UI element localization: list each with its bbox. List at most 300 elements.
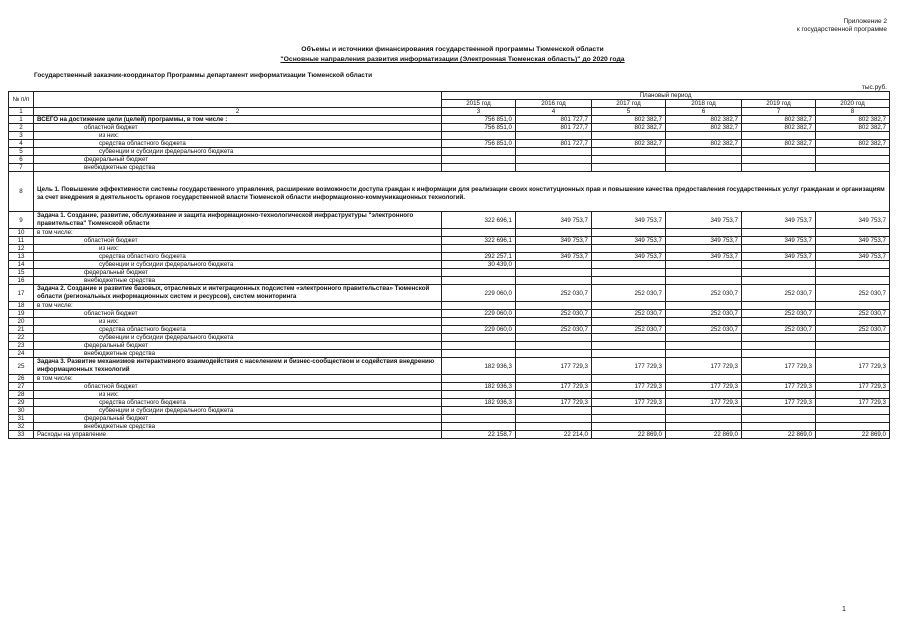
value-cell	[666, 375, 742, 383]
row-number: 33	[9, 431, 34, 439]
value-cell	[816, 269, 890, 277]
row-label: в том числе:	[34, 375, 442, 383]
row-label: средства областного бюджета	[34, 326, 442, 334]
value-cell	[516, 261, 592, 269]
value-cell	[816, 375, 890, 383]
value-cell: 349 753,7	[516, 253, 592, 261]
value-cell	[666, 156, 742, 164]
appendix-line-2: к государственной программе	[796, 26, 887, 33]
value-cell: 252 030,7	[816, 310, 890, 318]
value-cell	[816, 423, 890, 431]
value-cell: 349 753,7	[816, 212, 890, 229]
value-cell	[442, 277, 516, 285]
row-number: 30	[9, 407, 34, 415]
document-title: Объемы и источники финансирования государственной программы Тюменской области	[301, 46, 604, 53]
row-number: 31	[9, 415, 34, 423]
index-cell: 8	[816, 108, 890, 116]
value-cell	[816, 342, 890, 350]
value-cell: 252 030,7	[666, 285, 742, 302]
value-cell	[816, 245, 890, 253]
table-row	[9, 229, 890, 237]
row-label: средства областного бюджета	[34, 399, 442, 407]
value-cell	[742, 342, 816, 350]
table-row	[9, 253, 890, 261]
row-number: 7	[9, 164, 34, 172]
row-number: 14	[9, 261, 34, 269]
value-cell	[516, 342, 592, 350]
value-cell: 177 729,3	[516, 399, 592, 407]
value-cell	[516, 229, 592, 237]
value-cell	[666, 132, 742, 140]
year-header: 2016 год	[516, 100, 592, 108]
value-cell: 177 729,3	[666, 399, 742, 407]
row-label: федеральный бюджет	[34, 156, 442, 164]
row-number: 4	[9, 140, 34, 148]
customer-line: Государственный заказчик-координатор Программы департамент информатизации Тюменской области	[34, 72, 373, 79]
value-cell: 252 030,7	[592, 310, 666, 318]
index-cell: 2	[34, 108, 442, 116]
value-cell: 177 729,3	[592, 358, 666, 375]
value-cell: 756 851,0	[442, 140, 516, 148]
row-label: в том числе:	[34, 302, 442, 310]
value-cell	[516, 269, 592, 277]
table-row	[9, 383, 890, 391]
value-cell: 801 727,7	[516, 116, 592, 124]
table-row	[9, 261, 890, 269]
table-row	[9, 375, 890, 383]
value-cell	[742, 302, 816, 310]
table-row	[9, 172, 890, 212]
table-row	[9, 415, 890, 423]
value-cell	[442, 375, 516, 383]
table-row	[9, 164, 890, 172]
year-header: 2018 год	[666, 100, 742, 108]
value-cell	[816, 148, 890, 156]
value-cell	[666, 302, 742, 310]
value-cell	[666, 342, 742, 350]
appendix-line-1: Приложение 2	[843, 18, 887, 25]
row-number: 8	[9, 172, 34, 212]
row-label: внебюджетные средства	[34, 423, 442, 431]
table-row	[9, 140, 890, 148]
value-cell	[592, 342, 666, 350]
row-number: 27	[9, 383, 34, 391]
table-row	[9, 431, 890, 439]
value-cell: 229 060,0	[442, 310, 516, 318]
value-cell: 182 936,3	[442, 399, 516, 407]
value-cell	[442, 350, 516, 358]
value-cell: 802 382,7	[742, 140, 816, 148]
value-cell	[442, 156, 516, 164]
value-cell	[516, 245, 592, 253]
value-cell	[742, 423, 816, 431]
value-cell	[816, 156, 890, 164]
row-label: федеральный бюджет	[34, 269, 442, 277]
row-number: 5	[9, 148, 34, 156]
row-number: 16	[9, 277, 34, 285]
value-cell	[742, 350, 816, 358]
value-cell: 30 439,0	[442, 261, 516, 269]
value-cell: 801 727,7	[516, 140, 592, 148]
row-label: ВСЕГО на достижение цели (целей) программы, в том числе :	[34, 116, 442, 124]
value-cell: 252 030,7	[816, 326, 890, 334]
value-cell	[442, 164, 516, 172]
value-cell	[442, 334, 516, 342]
row-number: 1	[9, 116, 34, 124]
value-cell	[816, 229, 890, 237]
row-label: Цель 1. Повышение эффективности системы государственного управления, расширение возможности доступа граждан к информации для реализации своих конституционных прав и повышение качества предоставления государственных услуг гражданам и организациям за счет внедрения в деятельность органов государственной власти Тюменской области информационно-коммуникационных технологий.	[34, 172, 890, 212]
value-cell: 802 382,7	[592, 124, 666, 132]
row-number: 19	[9, 310, 34, 318]
value-cell	[666, 391, 742, 399]
value-cell: 252 030,7	[816, 285, 890, 302]
value-cell	[592, 245, 666, 253]
row-number: 22	[9, 334, 34, 342]
value-cell	[516, 164, 592, 172]
table-row	[9, 358, 890, 375]
value-cell: 252 030,7	[516, 326, 592, 334]
table-row	[9, 116, 890, 124]
table-body	[9, 116, 890, 439]
table-row	[9, 407, 890, 415]
value-cell	[666, 334, 742, 342]
value-cell	[592, 164, 666, 172]
value-cell	[742, 164, 816, 172]
value-cell	[666, 423, 742, 431]
value-cell	[442, 245, 516, 253]
value-cell: 802 382,7	[742, 124, 816, 132]
value-cell	[592, 156, 666, 164]
value-cell	[592, 269, 666, 277]
value-cell	[592, 318, 666, 326]
value-cell: 756 851,0	[442, 116, 516, 124]
value-cell: 22 869,0	[592, 431, 666, 439]
value-cell: 177 729,3	[592, 383, 666, 391]
value-cell: 349 753,7	[592, 212, 666, 229]
value-cell	[442, 318, 516, 326]
page-number: 1	[842, 606, 846, 613]
value-cell	[666, 277, 742, 285]
value-cell: 801 727,7	[516, 124, 592, 132]
row-label: из них:	[34, 245, 442, 253]
table-row	[9, 148, 890, 156]
value-cell	[592, 415, 666, 423]
appendix-note	[797, 18, 887, 34]
value-cell	[742, 318, 816, 326]
value-cell: 756 851,0	[442, 124, 516, 132]
value-cell	[666, 269, 742, 277]
row-number: 23	[9, 342, 34, 350]
value-cell	[516, 156, 592, 164]
value-cell	[816, 277, 890, 285]
value-cell	[666, 318, 742, 326]
value-cell: 252 030,7	[516, 285, 592, 302]
header-period: Плановый период	[442, 92, 890, 100]
value-cell	[816, 415, 890, 423]
index-cell: 6	[666, 108, 742, 116]
row-number: 20	[9, 318, 34, 326]
value-cell: 349 753,7	[816, 237, 890, 245]
value-cell: 349 753,7	[742, 237, 816, 245]
value-cell: 177 729,3	[516, 383, 592, 391]
table-row	[9, 269, 890, 277]
value-cell	[592, 132, 666, 140]
row-label: Задача 2. Создание и развитие базовых, отраслевых и интеграционных подсистем «электронного правительства» Тюменской области (региональных информационных систем и ресурсов), систем мониторинга	[34, 285, 442, 302]
value-cell	[592, 423, 666, 431]
value-cell	[592, 407, 666, 415]
value-cell: 22 158,7	[442, 431, 516, 439]
value-cell	[742, 132, 816, 140]
row-number: 9	[9, 212, 34, 229]
value-cell: 802 382,7	[742, 116, 816, 124]
index-cell: 1	[9, 108, 34, 116]
value-cell	[742, 148, 816, 156]
value-cell	[516, 302, 592, 310]
row-label: внебюджетные средства	[34, 277, 442, 285]
value-cell	[592, 261, 666, 269]
table-row	[9, 391, 890, 399]
value-cell	[592, 391, 666, 399]
row-number: 13	[9, 253, 34, 261]
value-cell: 252 030,7	[592, 285, 666, 302]
value-cell: 349 753,7	[666, 212, 742, 229]
row-number: 21	[9, 326, 34, 334]
value-cell: 252 030,7	[742, 310, 816, 318]
value-cell	[592, 375, 666, 383]
value-cell	[666, 407, 742, 415]
year-header: 2017 год	[592, 100, 666, 108]
value-cell	[516, 318, 592, 326]
table-row	[9, 350, 890, 358]
value-cell	[742, 229, 816, 237]
value-cell: 177 729,3	[666, 383, 742, 391]
value-cell: 22 214,0	[516, 431, 592, 439]
value-cell: 292 257,1	[442, 253, 516, 261]
value-cell	[816, 334, 890, 342]
value-cell	[816, 164, 890, 172]
value-cell: 802 382,7	[816, 124, 890, 132]
row-number: 11	[9, 237, 34, 245]
value-cell	[592, 334, 666, 342]
value-cell: 252 030,7	[742, 326, 816, 334]
value-cell	[742, 156, 816, 164]
value-cell	[742, 261, 816, 269]
table-row	[9, 277, 890, 285]
row-label: средства областного бюджета	[34, 140, 442, 148]
row-label: Задача 1. Создание, развитие, обслуживание и защита информационно-технологической инфраструктуры "электронного правительства" Тюменской области	[34, 212, 442, 229]
value-cell: 182 936,3	[442, 358, 516, 375]
row-number: 2	[9, 124, 34, 132]
row-label: в том числе:	[34, 229, 442, 237]
row-number: 28	[9, 391, 34, 399]
value-cell: 802 382,7	[592, 116, 666, 124]
value-cell	[592, 350, 666, 358]
value-cell: 22 869,0	[666, 431, 742, 439]
row-label: внебюджетные средства	[34, 164, 442, 172]
row-label: внебюджетные средства	[34, 350, 442, 358]
value-cell: 22 869,0	[816, 431, 890, 439]
table-row	[9, 318, 890, 326]
value-cell: 802 382,7	[816, 140, 890, 148]
value-cell	[516, 334, 592, 342]
row-number: 26	[9, 375, 34, 383]
row-number: 12	[9, 245, 34, 253]
value-cell: 802 382,7	[666, 116, 742, 124]
value-cell	[666, 350, 742, 358]
value-cell	[742, 269, 816, 277]
table-row	[9, 302, 890, 310]
units-label: тыс.руб.	[861, 84, 887, 91]
value-cell: 252 030,7	[666, 326, 742, 334]
value-cell	[442, 391, 516, 399]
value-cell: 802 382,7	[666, 124, 742, 132]
value-cell	[442, 132, 516, 140]
value-cell: 349 753,7	[592, 237, 666, 245]
row-label: областной бюджет	[34, 237, 442, 245]
value-cell: 22 869,0	[742, 431, 816, 439]
value-cell: 349 753,7	[592, 253, 666, 261]
value-cell: 322 696,1	[442, 237, 516, 245]
value-cell	[742, 245, 816, 253]
row-label: субвенции и субсидии федерального бюджета	[34, 261, 442, 269]
table-row	[9, 310, 890, 318]
value-cell	[816, 261, 890, 269]
row-number: 25	[9, 358, 34, 375]
index-cell: 4	[516, 108, 592, 116]
value-cell	[666, 164, 742, 172]
table-row	[9, 245, 890, 253]
value-cell	[442, 407, 516, 415]
table-row	[9, 237, 890, 245]
row-number: 29	[9, 399, 34, 407]
value-cell	[442, 423, 516, 431]
value-cell	[442, 415, 516, 423]
value-cell: 229 060,0	[442, 285, 516, 302]
value-cell: 252 030,7	[742, 285, 816, 302]
value-cell	[742, 375, 816, 383]
value-cell	[516, 277, 592, 285]
value-cell: 177 729,3	[816, 399, 890, 407]
value-cell: 349 753,7	[816, 253, 890, 261]
value-cell	[816, 132, 890, 140]
value-cell	[516, 375, 592, 383]
value-cell	[666, 245, 742, 253]
value-cell	[742, 277, 816, 285]
table-row	[9, 342, 890, 350]
value-cell	[592, 277, 666, 285]
table-row	[9, 156, 890, 164]
value-cell: 177 729,3	[516, 358, 592, 375]
row-label: субвенции и субсидии федерального бюджета	[34, 334, 442, 342]
value-cell	[442, 229, 516, 237]
index-cell: 5	[592, 108, 666, 116]
row-number: 18	[9, 302, 34, 310]
value-cell: 349 753,7	[516, 237, 592, 245]
financing-table	[8, 91, 890, 439]
row-number: 24	[9, 350, 34, 358]
value-cell	[442, 302, 516, 310]
value-cell	[816, 407, 890, 415]
value-cell: 177 729,3	[816, 383, 890, 391]
year-header: 2020 год	[816, 100, 890, 108]
value-cell: 177 729,3	[742, 383, 816, 391]
header-blank	[34, 92, 442, 108]
value-cell: 349 753,7	[742, 212, 816, 229]
row-label: федеральный бюджет	[34, 415, 442, 423]
row-number: 32	[9, 423, 34, 431]
table-row	[9, 212, 890, 229]
row-label: из них:	[34, 391, 442, 399]
table-row	[9, 326, 890, 334]
row-label: областной бюджет	[34, 310, 442, 318]
table-row	[9, 124, 890, 132]
value-cell: 802 382,7	[592, 140, 666, 148]
value-cell: 802 382,7	[816, 116, 890, 124]
value-cell	[516, 407, 592, 415]
document-subtitle: "Основные направления развития информатизации (Электронная Тюменская область)" до 2020 года	[280, 56, 625, 63]
value-cell: 177 729,3	[816, 358, 890, 375]
value-cell: 229 060,0	[442, 326, 516, 334]
row-label: федеральный бюджет	[34, 342, 442, 350]
row-label: Задача 3. Развитие механизмов интерактивного взаимодействия с населением и бизнес-сообществом и содействия внедрению информационных технологий	[34, 358, 442, 375]
value-cell	[816, 391, 890, 399]
row-label: субвенции и субсидии федерального бюджета	[34, 148, 442, 156]
value-cell	[442, 269, 516, 277]
row-number: 3	[9, 132, 34, 140]
table-row	[9, 285, 890, 302]
table-row	[9, 423, 890, 431]
value-cell	[742, 391, 816, 399]
value-cell	[816, 350, 890, 358]
value-cell: 252 030,7	[592, 326, 666, 334]
value-cell: 349 753,7	[666, 253, 742, 261]
table-row	[9, 334, 890, 342]
index-cell: 3	[442, 108, 516, 116]
value-cell	[666, 415, 742, 423]
row-label: областной бюджет	[34, 383, 442, 391]
row-label: субвенции и субсидии федерального бюджета	[34, 407, 442, 415]
value-cell	[442, 148, 516, 156]
value-cell: 349 753,7	[742, 253, 816, 261]
row-number: 15	[9, 269, 34, 277]
value-cell: 177 729,3	[742, 358, 816, 375]
value-cell	[816, 318, 890, 326]
year-header: 2015 год	[442, 100, 516, 108]
value-cell: 322 696,1	[442, 212, 516, 229]
year-header: 2019 год	[742, 100, 816, 108]
index-header-row	[9, 108, 890, 116]
row-label: из них:	[34, 132, 442, 140]
value-cell	[516, 391, 592, 399]
value-cell	[666, 148, 742, 156]
value-cell	[516, 350, 592, 358]
value-cell	[742, 334, 816, 342]
value-cell	[516, 148, 592, 156]
row-label: из них:	[34, 318, 442, 326]
value-cell: 349 753,7	[666, 237, 742, 245]
value-cell: 802 382,7	[666, 140, 742, 148]
value-cell	[516, 132, 592, 140]
value-cell	[592, 229, 666, 237]
row-number: 17	[9, 285, 34, 302]
row-label: областной бюджет	[34, 124, 442, 132]
value-cell: 177 729,3	[742, 399, 816, 407]
value-cell	[666, 261, 742, 269]
value-cell	[742, 415, 816, 423]
table-row	[9, 399, 890, 407]
value-cell	[666, 229, 742, 237]
value-cell	[592, 148, 666, 156]
